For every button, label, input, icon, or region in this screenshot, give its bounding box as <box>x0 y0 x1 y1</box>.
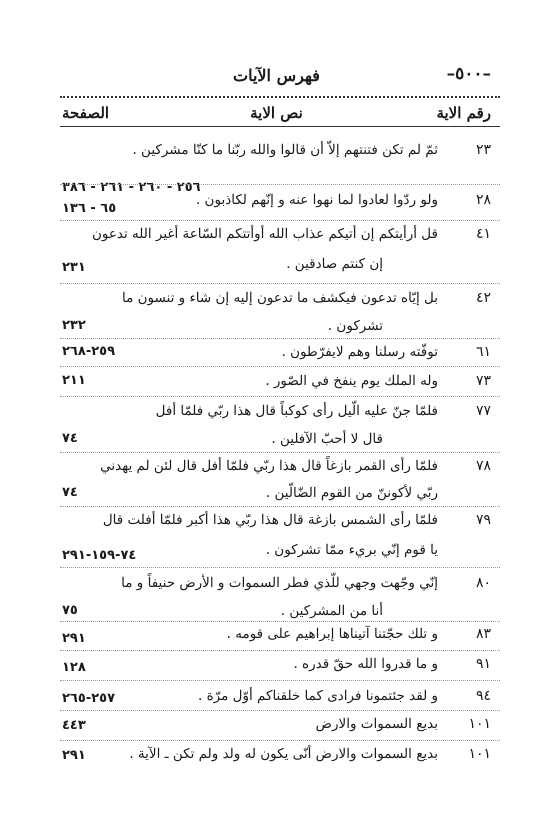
page-number: –٥٠٠– <box>446 64 491 84</box>
verse-number: ٧٨ <box>475 458 491 474</box>
verse-text-line: بديع السموات والارض <box>315 716 438 732</box>
verse-number: ٧٩ <box>475 512 491 528</box>
verse-number: ٨٣ <box>475 626 491 642</box>
row-divider <box>60 220 500 221</box>
verse-text-line: أنا من المشركين . <box>280 603 383 619</box>
verse-number: ٩١ <box>475 656 491 672</box>
row-divider <box>60 283 500 284</box>
running-title: فهرس الآيات <box>233 66 320 85</box>
header-underline <box>60 126 500 127</box>
row-divider <box>60 506 500 507</box>
verse-number: ٢٨ <box>475 192 491 208</box>
verse-number: ٤٢ <box>475 290 491 306</box>
verse-number: ٨٠ <box>475 575 491 591</box>
verse-text-line: فلمّا رأى الشمس بازغة قال هذا ربّي هذا أكبر فلمّا أفلت قال <box>102 512 438 528</box>
page-reference: ٧٤ <box>62 485 78 500</box>
verse-text-line: و ما قدروا الله حقّ قدره . <box>293 656 438 672</box>
column-header-page: الصفحة <box>62 104 110 122</box>
verse-text-line: وله الملك يوم ينفخ في الصّور . <box>265 373 438 389</box>
verse-text-line: فلمّا رأى القمر بازغاً قال هذا ربّي فلمّا أفل قال لئن لم يهدني <box>100 458 438 474</box>
page-reference: ٢٣١ <box>62 260 86 275</box>
verse-text-line: ثمّ لم تكن فتنتهم إلاّ أن قالوا والله ربّنا ما كنّا مشركين . <box>132 142 438 158</box>
verse-text-line: إن كنتم صادقين . <box>286 256 383 272</box>
page-reference: ٢٥٧-٢٦٥ <box>62 691 116 706</box>
verse-number: ٧٣ <box>475 373 491 389</box>
row-divider <box>60 680 500 681</box>
verse-number: ٧٧ <box>475 403 491 419</box>
header-divider <box>60 96 500 98</box>
page-reference: ٧٤ <box>62 431 78 446</box>
page-reference: ١٢٨ <box>62 660 86 675</box>
verse-number: ١٠١ <box>468 716 491 732</box>
row-divider <box>60 621 500 622</box>
verse-text-line: فلمّا جنّ عليه الّيل رأى كوكباً قال هذا ربّي فلمّا أفل <box>155 403 438 419</box>
verse-text-line: قل أرأيتكم إن أتيكم عذاب الله أوأتتكم السّاعة أغير الله تدعون <box>91 226 438 242</box>
page-reference: ٢٣٢ <box>62 318 86 333</box>
verse-text-line: ربّي لأكوننّ من القوم الضّالّين . <box>265 485 438 501</box>
verse-number: ٦١ <box>475 344 491 360</box>
column-header-verse-number: رقم الاية <box>436 104 491 122</box>
page-reference: ٦٥ - ١٣٦ <box>62 201 117 216</box>
verse-text-line: قال لا أحبّ الآفلين . <box>271 431 383 447</box>
verse-text-line: بديع السموات والارض أنّى يكون له ولد ولم تكن ـ الآية . <box>129 746 438 762</box>
verse-text-line: توفّته رسلنا وهم لايفرّطون . <box>281 344 438 360</box>
verse-text-line: يا قوم إنّي بريء ممّا تشركون . <box>265 542 438 558</box>
row-divider <box>60 567 500 568</box>
page-reference: ٤٤٣ <box>62 718 86 733</box>
verse-number: ٤١ <box>475 226 491 242</box>
page-reference: ٢٥٦ - ٢٦٠ - ٢٦١ - ٣٨٦ <box>62 180 201 195</box>
page-reference: ٢٩١ <box>62 631 86 646</box>
verse-text-line: و تلك حجّتنا آتيناها إبراهيم على قومه . <box>226 626 438 642</box>
row-divider <box>60 396 500 397</box>
page-reference: ٧٤-١٥٩-٢٩١ <box>62 548 137 563</box>
verse-text-line: تشركون . <box>327 318 383 334</box>
page-reference: ٢٩١ <box>62 748 86 763</box>
page-reference: ٧٥ <box>62 603 78 618</box>
verse-number: ٩٤ <box>475 688 491 704</box>
row-divider <box>60 184 500 185</box>
verse-number: ١٠١ <box>468 746 491 762</box>
row-divider <box>60 338 500 339</box>
verse-text-line: ولو ردّوا لعادوا لما نهوا عنه و إنّهم لكاذبون . <box>195 192 438 208</box>
row-divider <box>60 710 500 711</box>
page-reference: ٢٥٩-٢٦٨ <box>62 344 116 359</box>
row-divider <box>60 366 500 367</box>
column-header-verse-text: نص الاية <box>250 104 303 122</box>
row-divider <box>60 452 500 453</box>
verse-text-line: إنّي وجّهت وجهي للّذي فطر السموات و الأرض حنيفاً و ما <box>121 575 438 591</box>
verse-text-line: و لقد جئتمونا فرادى كما خلقناكم أوّل مرّة . <box>198 688 438 704</box>
row-divider <box>60 740 500 741</box>
verse-number: ٢٣ <box>475 142 491 158</box>
row-divider <box>60 650 500 651</box>
verse-text-line: بل إيّاه تدعون فيكشف ما تدعون إليه إن شاء و تنسون ما <box>121 290 438 306</box>
page-reference: ٢١١ <box>62 373 86 388</box>
